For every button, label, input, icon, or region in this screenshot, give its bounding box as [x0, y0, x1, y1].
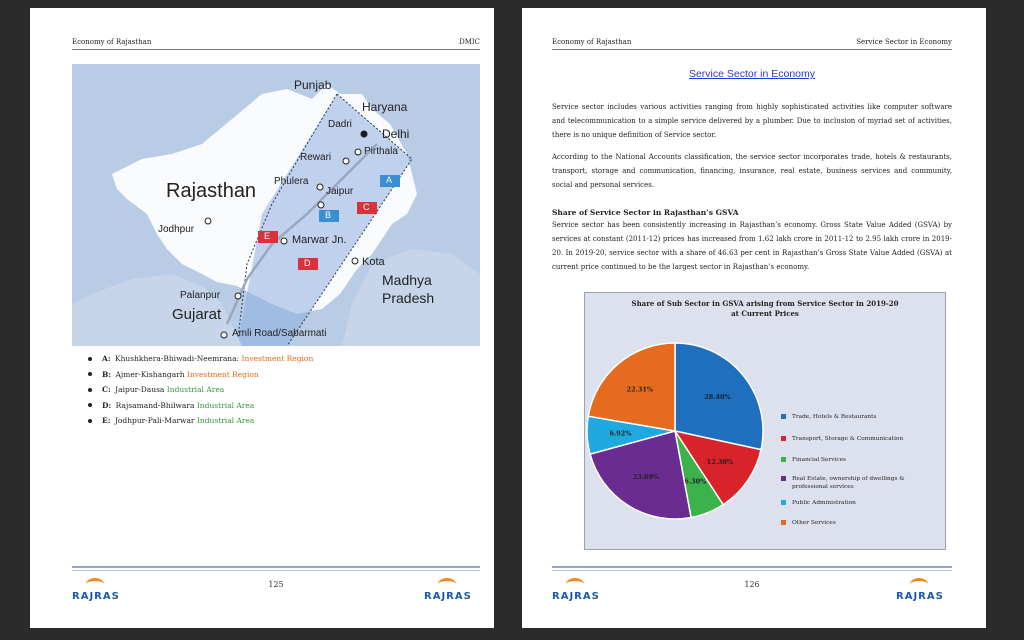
label-amli: Amli Road/Sabarmati [232, 328, 327, 339]
legend-item: B: Ajmer-Kishangarh Investment Region [88, 370, 313, 379]
rajras-logo: RAJRAS [72, 578, 128, 602]
label-punjab: Punjab [294, 78, 332, 92]
legend-label: Public Administration [792, 500, 856, 506]
rajras-logo: RAJRAS [552, 578, 608, 602]
marker-b: B [325, 210, 332, 220]
legend-entry [781, 435, 913, 443]
legend-item: C: Jaipur-Dausa Industrial Area [88, 385, 313, 394]
page-number: 125 [268, 580, 284, 589]
label-pirthala: Pirthala [364, 146, 398, 157]
marker-a: A [386, 175, 393, 185]
label-phulera: Phulera [274, 176, 309, 187]
header-left: Economy of Rajasthan [72, 38, 152, 46]
label-jodhpur: Jodhpur [158, 224, 195, 235]
legend-entry [781, 413, 913, 421]
marker-d: D [304, 258, 311, 268]
gsva-pie-chart [584, 292, 946, 550]
header-left: Economy of Rajasthan [552, 38, 632, 46]
subheading: Share of Service Sector in Rajasthan’s GSVA [552, 208, 739, 217]
legend-swatch [781, 500, 786, 505]
section-title[interactable]: Service Sector in Economy [688, 68, 816, 80]
legend-label: Trade, Hotels & Restaurants [792, 414, 877, 420]
page-header [72, 38, 480, 50]
page-header [552, 38, 952, 50]
pie-data-label: 12.38% [706, 457, 734, 466]
chart-title: Share of Sub Sector in GSVA arising from Service Sector in 2019-20 at Current Prices [631, 299, 899, 318]
legend-label: Financial Services [792, 457, 847, 463]
pie-data-label: 22.31% [626, 385, 654, 394]
label-rajasthan: Rajasthan [166, 180, 257, 202]
label-madhya: Madhya [382, 272, 432, 288]
label-palanpur: Palanpur [180, 290, 221, 301]
rajras-logo: RAJRAS [424, 578, 480, 602]
label-delhi: Delhi [382, 127, 410, 141]
page-footer [552, 566, 952, 606]
pie-svg [585, 293, 945, 549]
legend-entry [781, 519, 913, 527]
pie-data-label: 23.69% [632, 473, 660, 482]
pie-data-label: 28.40% [704, 392, 731, 401]
legend-label: Other Services [792, 520, 836, 526]
header-right: Service Sector in Economy [856, 38, 952, 46]
label-rewari: Rewari [300, 152, 332, 163]
legend-swatch [781, 457, 786, 462]
legend-entry [781, 499, 913, 507]
rajras-logo: RAJRAS [896, 578, 952, 602]
page-footer [72, 566, 480, 606]
legend-entry [781, 456, 913, 464]
label-kota: Kota [362, 256, 385, 268]
legend-label: Transport, Storage & Communication [792, 436, 904, 442]
label-pradesh: Pradesh [382, 290, 435, 306]
legend-entry [781, 475, 913, 491]
pie-data-label: 6.30% [684, 477, 707, 486]
right-page [522, 8, 986, 628]
left-page [30, 8, 494, 628]
label-dadri: Dadri [328, 119, 352, 130]
paragraph-3: Service sector has been consistently increasing in Rajasthan’s economy. Gross State Value Added (GSVA) by services at constant (2011-12) prices has increased from 1.62 lakh crore in 2011-12 to 2.95 lakh crore in 2019-20. In 2019-20, service sector with a share of 46.63 per cent in Rajasthan’s Gross State Value Added (GSVA) at current price continued to be the largest sector in Rajasthan’s economy. [552, 221, 952, 271]
label-gujarat: Gujarat [172, 306, 222, 323]
page-number: 126 [744, 580, 760, 589]
corridor-legend [88, 354, 313, 432]
legend-label: Real Estate, ownership of dwellings & professional services [792, 476, 905, 490]
marker-e: E [264, 231, 271, 241]
pie-data-label: 6.92% [609, 429, 632, 438]
legend-item: D: Rajsamand-Bhilwara Industrial Area [88, 401, 313, 410]
legend-swatch [781, 436, 786, 441]
paragraph-2: According to the National Accounts classification, the service sector incorporates trade, hotels & restaurants, transport, storage and communication, financing, insurance, real estate, business services and community, social and personal services. [552, 153, 952, 189]
paragraph-1: Service sector includes various activities ranging from highly sophisticated activities like computer software and telecommunication to a simple service delivered by a plumber. Due to inclusion of myriad set of activities, there is no unique definition of Service sector. [552, 103, 952, 139]
legend-item: E: Jodhpur-Pali-Marwar Industrial Area [88, 416, 313, 425]
label-haryana: Haryana [362, 100, 408, 114]
label-jaipur: Jaipur [326, 186, 354, 197]
marker-c: C [363, 202, 370, 212]
legend-item: A: Khushkhera-Bhiwadi-Neemrana: Investment Region [88, 354, 313, 363]
label-marwar: Marwar Jn. [292, 234, 347, 246]
dmic-map [72, 64, 480, 346]
legend-swatch [781, 520, 786, 525]
header-right: DMIC [459, 38, 480, 46]
legend-swatch [781, 476, 786, 481]
legend-swatch [781, 414, 786, 419]
